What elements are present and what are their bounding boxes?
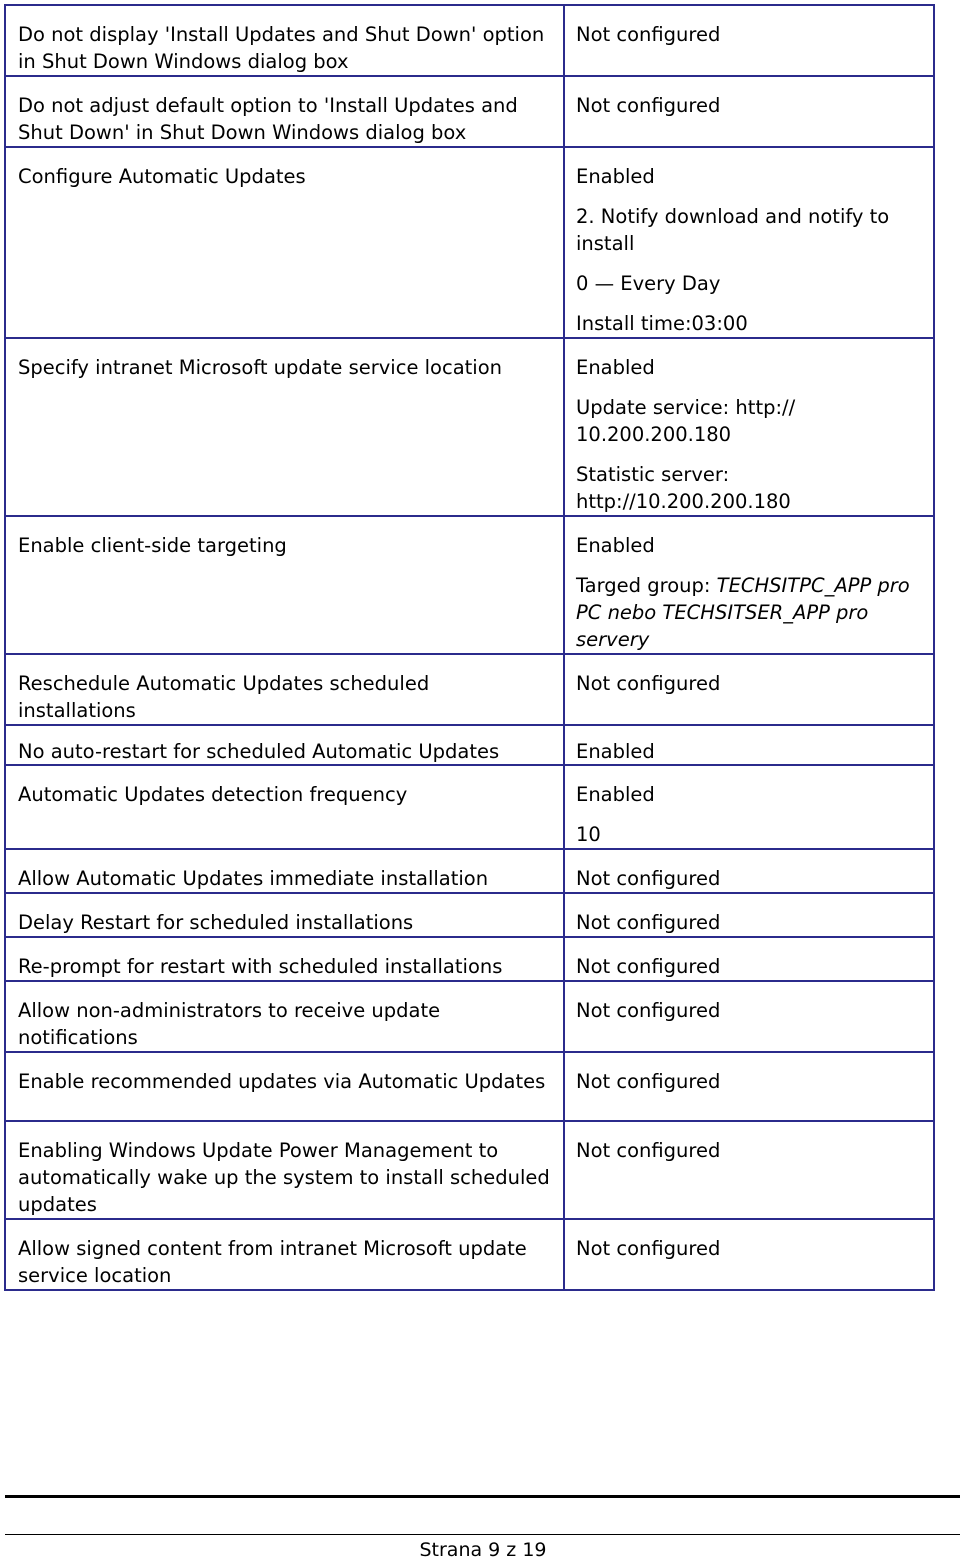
setting-value: Not configured	[576, 1070, 721, 1093]
table-row	[5, 338, 934, 516]
setting-value: Not configured	[576, 1237, 721, 1260]
setting-name-cell	[5, 981, 564, 1052]
setting-value: Enabled	[576, 783, 655, 806]
setting-name: Specify intranet Microsoft update service location	[18, 356, 503, 379]
setting-value: Not configured	[576, 672, 721, 695]
setting-value: Not configured	[576, 999, 721, 1022]
table-row	[5, 981, 934, 1052]
setting-name-cell	[5, 1219, 564, 1290]
targeting-prefix: Targed group:	[576, 574, 717, 597]
setting-value-cell	[564, 765, 934, 849]
table-row	[5, 5, 934, 76]
table-row	[5, 654, 934, 725]
setting-name: Reschedule Automatic Updates scheduled installations	[18, 672, 430, 722]
setting-value-cell	[564, 849, 934, 893]
setting-value: Enabled	[576, 534, 655, 557]
setting-value-cell	[564, 5, 934, 76]
setting-name: Automatic Updates detection frequency	[18, 783, 408, 806]
setting-value: 10	[576, 823, 601, 846]
setting-name-cell	[5, 654, 564, 725]
setting-name-cell	[5, 5, 564, 76]
targeting-group: TECHSITPC_APP pro PC nebo TECHSITSER_APP pro servery	[576, 574, 910, 651]
setting-value: Statistic server: http://10.200.200.180	[576, 463, 791, 513]
setting-name: Allow non-administrators to receive update notifications	[18, 999, 441, 1049]
setting-value-cell	[564, 893, 934, 937]
setting-value: Not configured	[576, 1139, 721, 1162]
setting-value: Not configured	[576, 94, 721, 117]
setting-name: No auto-restart for scheduled Automatic Updates	[18, 740, 500, 763]
setting-name-cell	[5, 516, 564, 654]
setting-name-cell	[5, 1052, 564, 1121]
setting-value: Enabled	[576, 356, 655, 379]
setting-name: Do not adjust default option to 'Install Updates and Shut Down' in Shut Down Windows dialog box	[18, 94, 518, 144]
setting-value: Not configured	[576, 911, 721, 934]
setting-value-cell	[564, 1052, 934, 1121]
setting-name-cell	[5, 338, 564, 516]
table-row	[5, 893, 934, 937]
table-row	[5, 516, 934, 654]
setting-value-cell	[564, 981, 934, 1052]
setting-name-cell	[5, 849, 564, 893]
setting-name: Allow Automatic Updates immediate installation	[18, 867, 489, 890]
setting-value: Not configured	[576, 955, 721, 978]
setting-value-cell	[564, 338, 934, 516]
setting-name-cell	[5, 76, 564, 147]
setting-name-cell	[5, 725, 564, 765]
setting-value-cell	[564, 725, 934, 765]
table-row	[5, 849, 934, 893]
setting-value: 0 — Every Day	[576, 272, 721, 295]
setting-value: Enabled	[576, 165, 655, 188]
footer-rule	[5, 1495, 960, 1498]
setting-name-cell	[5, 937, 564, 981]
table-row	[5, 76, 934, 147]
table-row	[5, 765, 934, 849]
setting-name: Enable recommended updates via Automatic Updates	[18, 1070, 546, 1093]
setting-value: Not configured	[576, 867, 721, 890]
setting-name: Delay Restart for scheduled installations	[18, 911, 414, 934]
setting-name: Configure Automatic Updates	[18, 165, 306, 188]
setting-value-cell	[564, 516, 934, 654]
targeting-value	[565, 559, 933, 653]
setting-value-cell	[564, 76, 934, 147]
setting-value: Install time:03:00	[576, 312, 748, 335]
setting-value-cell	[564, 147, 934, 338]
setting-name: Do not display 'Install Updates and Shut Down' option in Shut Down Windows dialog box	[18, 23, 545, 73]
setting-name-cell	[5, 765, 564, 849]
table-row	[5, 1219, 934, 1290]
setting-value-cell	[564, 1219, 934, 1290]
table-row	[5, 937, 934, 981]
setting-value: Not configured	[576, 23, 721, 46]
setting-name: Enabling Windows Update Power Management to automatically wake up the system to install scheduled updates	[18, 1139, 550, 1216]
setting-name-cell	[5, 147, 564, 338]
setting-name-cell	[5, 893, 564, 937]
policy-settings-table	[4, 4, 935, 1291]
setting-value-cell	[564, 937, 934, 981]
setting-name: Enable client-side targeting	[18, 534, 287, 557]
table-row	[5, 1121, 934, 1219]
setting-value-cell	[564, 1121, 934, 1219]
table-row	[5, 1052, 934, 1121]
footer-rule-thin	[5, 1534, 960, 1535]
setting-value: 2. Notify download and notify to install	[576, 205, 890, 255]
page-number: Strana 9 z 19	[419, 1539, 547, 1561]
setting-value: Enabled	[576, 740, 655, 763]
setting-name: Allow signed content from intranet Microsoft update service location	[18, 1237, 527, 1287]
setting-value: Update service: http:// 10.200.200.180	[576, 396, 796, 446]
setting-name: Re-prompt for restart with scheduled installations	[18, 955, 503, 978]
table-row	[5, 147, 934, 338]
table-row	[5, 725, 934, 765]
setting-value-cell	[564, 654, 934, 725]
setting-name-cell	[5, 1121, 564, 1219]
